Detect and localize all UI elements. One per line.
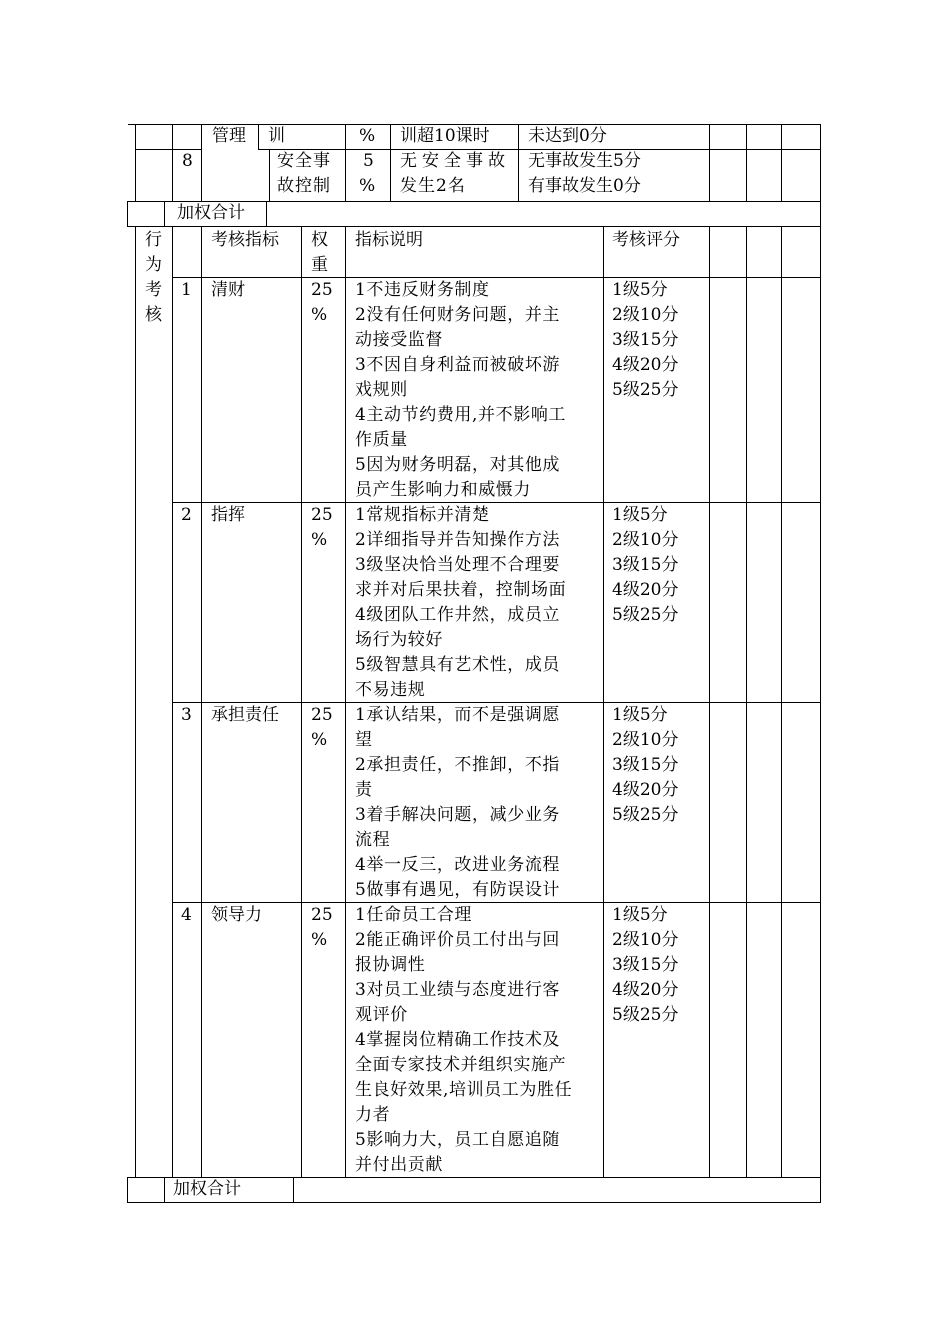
row-index: 2 <box>181 505 192 525</box>
rule <box>746 226 747 1177</box>
row-index: 1 <box>181 280 192 300</box>
description-line: 3对员工业绩与态度进行客 <box>355 980 561 1000</box>
row8-scoring-line1: 无事故发生5分 <box>528 151 641 171</box>
rule <box>390 124 391 201</box>
header-indicator: 考核指标 <box>211 230 279 250</box>
rule <box>135 226 136 1177</box>
rule <box>709 124 710 201</box>
row-weight-line2: % <box>311 305 328 325</box>
description-line: 5级智慧具有艺术性，成员 <box>355 655 561 675</box>
row-index: 3 <box>181 705 192 725</box>
scoring-line: 2级10分 <box>612 305 679 325</box>
row8-weight-line2: % <box>359 176 376 196</box>
row-index: 4 <box>181 905 192 925</box>
rule <box>518 124 519 201</box>
rule <box>345 226 346 1177</box>
header-weight-line1: 权 <box>311 230 328 250</box>
rule <box>127 1177 128 1202</box>
section-label-char: 行 <box>145 230 162 250</box>
description-line: 3着手解决问题，减少业务 <box>355 805 561 825</box>
rule <box>172 124 173 201</box>
rule <box>345 124 346 201</box>
description-line: 作质量 <box>355 430 408 450</box>
section-label-char: 核 <box>145 305 162 325</box>
description-line: 5因为财务明磊，对其他成 <box>355 455 561 475</box>
row8-index: 8 <box>182 151 193 171</box>
description-line: 1任命员工合理 <box>355 905 473 925</box>
rule <box>820 226 821 1202</box>
rule <box>127 226 821 227</box>
margin-tick <box>128 124 135 125</box>
scoring-line: 4级20分 <box>612 780 679 800</box>
rule <box>746 124 747 201</box>
description-line: 3不因自身利益而被破坏游 <box>355 355 561 375</box>
scoring-line: 1级5分 <box>612 280 668 300</box>
description-line: 5影响力大，员工自愿追随 <box>355 1130 561 1150</box>
scoring-line: 2级10分 <box>612 930 679 950</box>
scoring-line: 3级15分 <box>612 955 679 975</box>
rule <box>127 1202 821 1203</box>
description-line: 2详细指导并告知操作方法 <box>355 530 561 550</box>
rule <box>781 124 782 201</box>
row7-category: 管理 <box>212 126 246 146</box>
subtotal-label-top: 加权合计 <box>177 203 245 223</box>
scoring-line: 3级15分 <box>612 755 679 775</box>
description-line: 报协调性 <box>355 955 426 975</box>
rule <box>293 1177 294 1202</box>
scoring-line: 5级25分 <box>612 805 679 825</box>
section-label-char: 考 <box>145 280 162 300</box>
description-line: 1常规指标并清楚 <box>355 505 490 525</box>
scoring-line: 4级20分 <box>612 580 679 600</box>
description-line: 2能正确评价员工付出与回 <box>355 930 561 950</box>
row8-description-line1: 无安全事故 <box>400 151 510 171</box>
row8-scoring-line2: 有事故发生0分 <box>528 176 641 196</box>
scoring-line: 5级25分 <box>612 605 679 625</box>
scoring-line: 3级15分 <box>612 330 679 350</box>
row7-indicator: 训 <box>268 126 285 146</box>
scoring-line: 2级10分 <box>612 530 679 550</box>
rule <box>820 124 821 226</box>
rule <box>127 201 128 226</box>
description-line: 1承认结果，而不是强调愿 <box>355 705 561 725</box>
row-weight-line1: 25 <box>311 505 333 525</box>
description-line: 力者 <box>355 1105 391 1125</box>
description-line: 4掌握岗位精确工作技术及 <box>355 1030 561 1050</box>
description-line: 全面专家技术并组织实施产 <box>355 1055 567 1075</box>
scoring-line: 5级25分 <box>612 1005 679 1025</box>
header-scoring: 考核评分 <box>612 230 680 250</box>
rule <box>201 124 202 201</box>
description-line: 5做事有遇见，有防误设计 <box>355 880 561 900</box>
rule <box>172 226 173 1177</box>
description-line: 流程 <box>355 830 391 850</box>
scoring-line: 3级15分 <box>612 555 679 575</box>
row7-weight: % <box>359 126 376 146</box>
description-line: 戏规则 <box>355 380 408 400</box>
description-line: 4主动节约费用,并不影响工 <box>355 405 567 425</box>
scoring-line: 4级20分 <box>612 355 679 375</box>
scoring-line: 4级20分 <box>612 980 679 1000</box>
description-line: 4级团队工作井然，成员立 <box>355 605 561 625</box>
description-line: 观评价 <box>355 1005 408 1025</box>
row8-indicator-line2: 故控制 <box>277 176 331 196</box>
row-weight-line1: 25 <box>311 905 333 925</box>
description-line: 动接受监督 <box>355 330 443 350</box>
description-line: 4举一反三，改进业务流程 <box>355 855 561 875</box>
scoring-line: 1级5分 <box>612 905 668 925</box>
row-weight-line2: % <box>311 930 328 950</box>
rule <box>258 124 259 149</box>
rule <box>301 226 302 1177</box>
row-weight-line1: 25 <box>311 280 333 300</box>
rule <box>164 1177 165 1202</box>
section-label-char: 为 <box>145 255 162 275</box>
row-weight-line2: % <box>311 530 328 550</box>
scoring-line: 1级5分 <box>612 705 668 725</box>
rule <box>781 226 782 1177</box>
row8-indicator-line1: 安全事 <box>277 151 331 171</box>
row8-description-line2: 发生2名 <box>400 176 466 196</box>
row-weight-line2: % <box>311 730 328 750</box>
rule <box>709 226 710 1177</box>
rule <box>172 277 821 278</box>
header-description: 指标说明 <box>355 230 423 250</box>
row8-weight-line1: 5 <box>363 151 374 171</box>
rule <box>266 201 267 226</box>
row-indicator: 指挥 <box>211 505 245 525</box>
description-line: 2没有任何财务问题，并主 <box>355 305 561 325</box>
rule <box>201 226 202 1177</box>
description-line: 2承担责任，不推卸，不指 <box>355 755 561 775</box>
description-line: 并付出贡献 <box>355 1155 443 1175</box>
row-indicator: 领导力 <box>211 905 262 925</box>
rule <box>269 149 270 201</box>
description-line: 员产生影响力和威慑力 <box>355 480 531 500</box>
row-indicator: 清财 <box>211 280 245 300</box>
description-line: 望 <box>355 730 373 750</box>
rule <box>135 124 136 201</box>
rule <box>603 226 604 1177</box>
description-line: 生良好效果,培训员工为胜任 <box>355 1080 573 1100</box>
row7-scoring: 未达到0分 <box>528 126 607 146</box>
description-line: 责 <box>355 780 373 800</box>
description-line: 不易违规 <box>355 680 426 700</box>
row7-description: 训超10课时 <box>400 126 490 146</box>
description-line: 1不违反财务制度 <box>355 280 490 300</box>
description-line: 3级坚决恰当处理不合理要 <box>355 555 561 575</box>
row-indicator: 承担责任 <box>211 705 279 725</box>
rule <box>164 201 165 226</box>
row-weight-line1: 25 <box>311 705 333 725</box>
header-weight-line2: 重 <box>311 255 328 275</box>
scoring-line: 1级5分 <box>612 505 668 525</box>
description-line: 场行为较好 <box>355 630 443 650</box>
scoring-line: 5级25分 <box>612 380 679 400</box>
subtotal-label-bottom: 加权合计 <box>173 1179 241 1199</box>
description-line: 求并对后果扶着，控制场面 <box>355 580 567 600</box>
scoring-line: 2级10分 <box>612 730 679 750</box>
